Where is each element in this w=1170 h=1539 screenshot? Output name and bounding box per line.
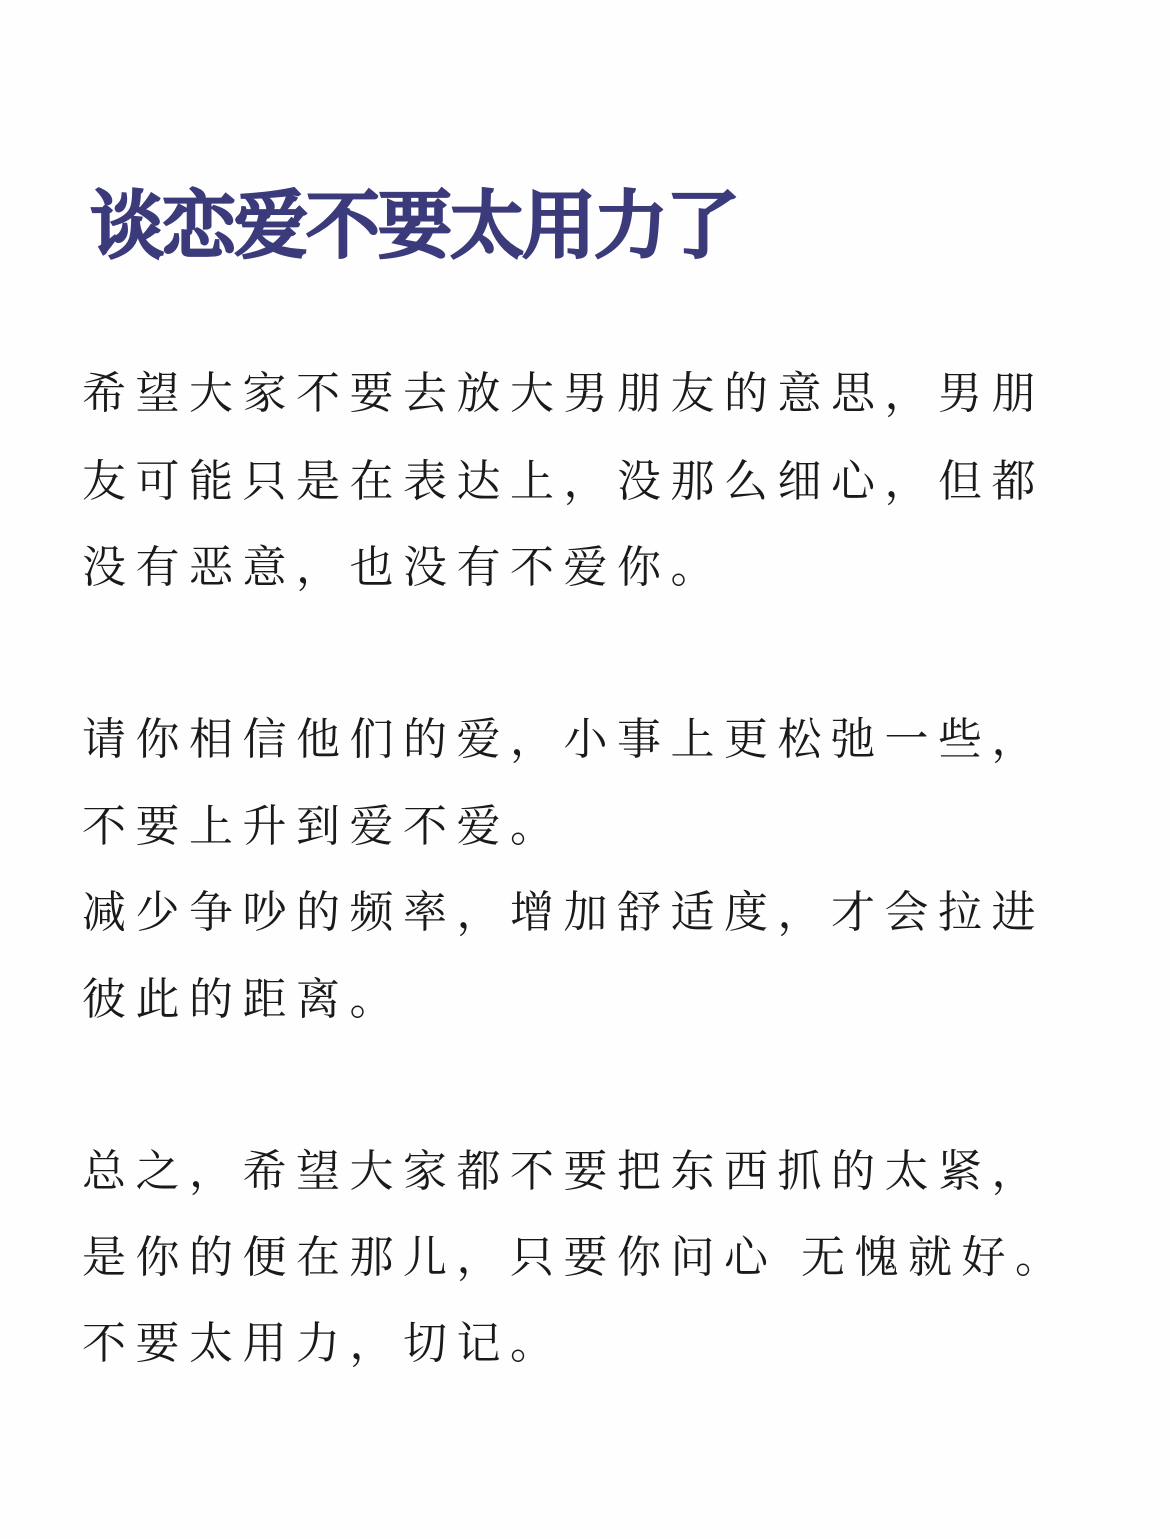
body-line-10: 不要太用力，切记。 xyxy=(82,1318,564,1369)
body-line-5: 不要上升到爱不爱。 xyxy=(82,801,564,852)
body-line-8: 总之，希望大家都不要把东西抓的太紧， xyxy=(82,1146,1045,1197)
body-line-6: 减少争吵的频率，增加舒适度，才会拉进 xyxy=(82,887,1045,938)
body-line-9: 是你的便在那儿，只要你问心 无愧就好。 xyxy=(82,1232,1069,1283)
body-line-7: 彼此的距离。 xyxy=(82,974,403,1025)
body-line-4: 请你相信他们的爱，小事上更松弛一些， xyxy=(82,714,1045,765)
body-line-3: 没有恶意，也没有不爱你。 xyxy=(82,542,724,593)
body-line-2: 友可能只是在表达上，没那么细心，但都 xyxy=(82,456,1045,507)
body-line-1: 希望大家不要去放大男朋友的意思，男朋 xyxy=(82,368,1045,419)
article-title: 谈恋爱不要太用力了 xyxy=(90,182,738,269)
